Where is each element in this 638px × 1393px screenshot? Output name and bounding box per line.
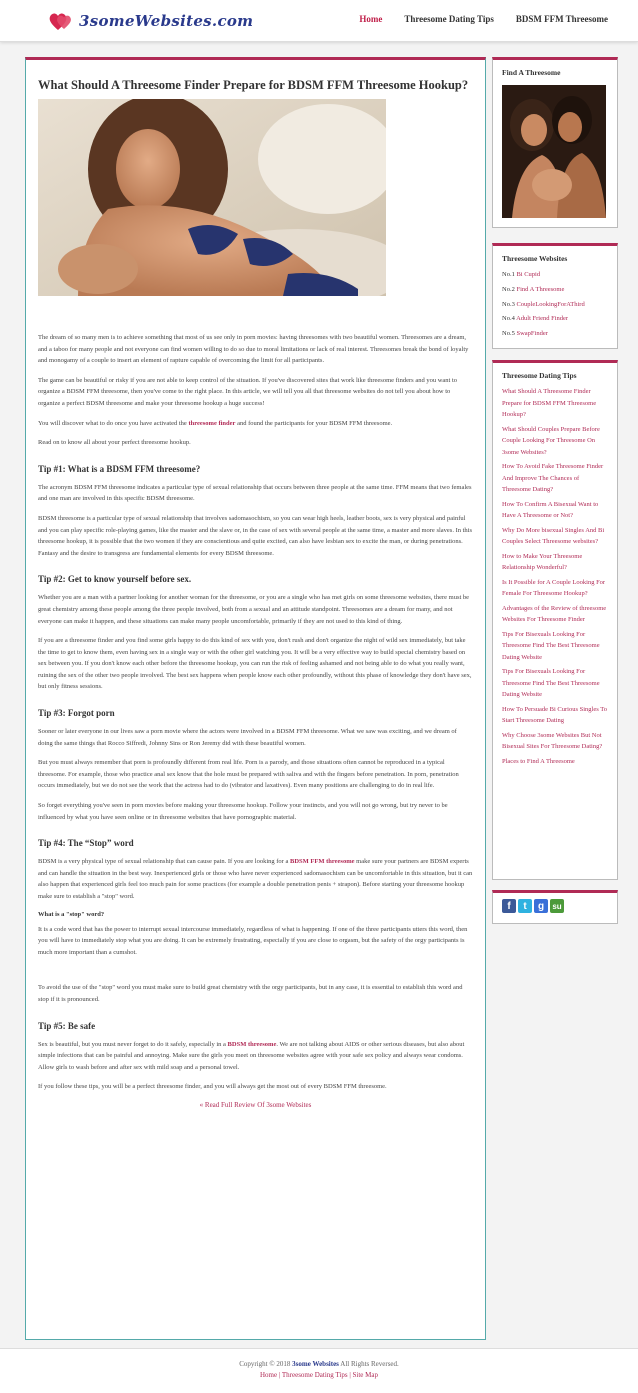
tip4-paragraph-1: BDSM is a very physical type of sexual relationship that can cause pain. If you are looking for a BDSM FFM threesome make sure your partners are BDSM experts and can handle the situation in the best way. Inexperienced girls or those who have never experienced sadomasochism can be uncomfortable in this situation, but it can also happen that experienced girls feel too much pain for some practices (for example a double penetration penis + strapon). Before starting your threesome hookup make sure to establish a "stop" word. <box>38 858 473 900</box>
tip5-heading: Tip #5: Be safe <box>38 1020 96 1031</box>
threesome-websites-widget <box>492 243 618 349</box>
find-threesome-image[interactable] <box>493 77 617 223</box>
tip1-heading: Tip #1: What is a BDSM FFM threesome? <box>38 463 201 474</box>
tip2-paragraph-2: If you are a threesome finder and you find some girls happy to do this kind of sex with you, don't rush and don't organize the night of wild sex immediately, but take the time to get to know them, even having sex in a single way or with the other girl watching you. It will be a very effective way to build special chemistry based on sex between you. If you don't know each other before the threesome hookup, you can run the risk of feeling ashamed and not being able to do what you really want, ruining the sex of the other two people involved. The best sex happens when people know each other profoundly, without this phase of knowledge they don't have sex, but only fitness sessions. <box>38 637 472 691</box>
tip-link[interactable]: How to Make Your Threesome Relationship Wonderful? <box>502 552 583 572</box>
site-header <box>0 0 638 42</box>
threesome-dating-tips-title: Threesome Dating Tips <box>502 371 577 380</box>
threesome-websites-list <box>493 263 617 349</box>
bdsm-ffm-threesome-link[interactable]: BDSM FFM threesome <box>290 858 355 866</box>
tip4-paragraph-2: It is a code word that has the power to interrupt sexual intercourse immediately, regardless of what is happening. If one of the three participants utters this word, then you will have to immediately stop what you are doing. It can be extremely frustrating, especially if you are close to orgasm, but the safety of the orgy participants is much more important than a cumshot. <box>38 925 468 956</box>
threesome-finder-link[interactable]: threesome finder <box>188 419 236 427</box>
social-icons <box>493 893 617 913</box>
tip3-paragraph-3: So forget everything you've seen in porn movies before making your threesome hookup. Follow your instincts, and you will not go wrong, but try never to be influenced by what you have seen online or in threesome websites that have pornographic material. <box>38 802 448 821</box>
stop-word-subheading: What is a "stop" word? <box>38 910 105 918</box>
tip1-paragraph-2: BDSM threesome is a particular type of sexual relationship that involves sadomasochism, so you can wear high heels, leather boots, sex is very physical and painful and you can play specific role-playing games, like the master and the slave or, in the case of sex with several people at the same time, a master and more slaves. In this threesome hookup, it is possible that the two women if they are conscientious and quite excited, can also have lesbian sex to excite the man, or during penetrations. Fantasy and the desire to transgress are fundamental elements for every BDSM threesome. <box>38 514 473 557</box>
site-footer <box>0 1348 638 1393</box>
article-box <box>25 57 486 1340</box>
twitter-icon[interactable]: t <box>518 899 532 913</box>
read-full-review-link[interactable]: « Read Full Review Of 3some Websites <box>199 1100 312 1109</box>
tip-link[interactable]: Advantages of the Review of threesome Websites For Threesome Finder <box>502 604 607 624</box>
hearts-logo-icon <box>48 10 76 32</box>
intro-paragraph-3: You will discover what to do once you have activated the threesome finder and found the participants for your BDSM FFM threesome. <box>38 419 393 427</box>
tip-link[interactable]: Tips For Bisexuals Looking For Threesome Find The Best Threesome Dating Website <box>502 668 600 699</box>
hero-image <box>38 99 386 296</box>
intro-paragraph-2: The game can be beautiful or risky if you are not able to keep control of the situation. If you've discovered sites that work like threesome finders and you want to organize a BDSM FFM threesome, then you've come to the right place. In this article, we will tell you all that threesome websites do not tell you about how to organize a perfect BDSM threesome and make your threesome hookup a huge success! <box>38 376 458 407</box>
threesome-websites-title: Threesome Websites <box>502 254 568 263</box>
footer-brand[interactable]: 3some Websites <box>292 1360 339 1368</box>
tip1-paragraph-1: The acronym BDSM FFM threesome indicates a particular type of sexual relationship that occurs between three people at the same time. FFM means that two females and one man are involved in this specific BDSM threesome. <box>38 483 472 503</box>
footer-link-home[interactable]: Home <box>259 1371 278 1379</box>
main-nav <box>359 14 608 24</box>
tip2-paragraph-1: Whether you are a man with a partner looking for another woman for the threesome, or you are a single who has met girls on some threesome websites, there must be great chemistry among these people among the three people involved, both from a sexual and an attitude standpoint. Threesomes are a dream for many, and not everyone can make it happen, and these situations can make many people uncomfortable, primarily if they are not used to this kind of thing. <box>38 594 470 625</box>
website-item[interactable]: No.3 CoupleLookingForAThird <box>502 300 585 308</box>
social-widget <box>492 890 618 924</box>
tip3-heading: Tip #3: Forgot porn <box>38 708 115 719</box>
website-item[interactable]: No.1 Bi Cupid <box>502 271 541 278</box>
tip-link[interactable]: Tips For Bisexuals Looking For Threesome Find The Best Threesome Dating Website <box>502 630 600 661</box>
tip3-paragraph-2: But you must always remember that porn is profoundly different from real life. Porn is a parody, and those situations often cannot be reproduced in a typical threesome. For example, those who practice anal sex know that the hole must be prepared with saliva and with the fingers before penetration. In porn, penetration occurs immediately, but we do not see the work that the actress had to do (vibrator and laxatives). Even many positions are challenging to do in real life. <box>38 759 459 790</box>
tip-link[interactable]: How To Confirm A Bisexual Want to Have A Threesome or Not? <box>502 500 599 520</box>
facebook-icon[interactable]: f <box>502 899 516 913</box>
tip-link[interactable]: How To Avoid Fake Threesome Finder And Improve The Chances of Threesome Dating? <box>502 463 604 494</box>
site-logo[interactable] <box>48 9 253 33</box>
stumbleupon-icon[interactable]: su <box>550 899 564 913</box>
tip-link[interactable]: Is It Possible for A Couple Looking For Female For Threesome Hookup? <box>502 578 606 598</box>
threesome-dating-tips-widget <box>492 360 618 880</box>
tip-link[interactable]: How To Persuade Bi Curious Singles To Start Threesome Dating <box>502 705 608 725</box>
google-plus-icon[interactable]: g <box>534 899 548 913</box>
find-threesome-widget <box>492 57 618 228</box>
footer-links: Home | Threesome Dating Tips | Site Map <box>259 1371 378 1379</box>
find-threesome-title: Find A Threesome <box>502 68 561 77</box>
footer-link-dating-tips[interactable]: Threesome Dating Tips <box>281 1371 348 1379</box>
website-item[interactable]: No.2 Find A Threesome <box>502 285 565 293</box>
tip-link[interactable]: Why Do More bisexual Singles And Bi Couples Select Threesome websites? <box>502 526 605 546</box>
tip5-paragraph-2: If you follow these tips, you will be a perfect threesome finder, and you will always get the most out of every BDSM FFM threesome. <box>38 1083 387 1091</box>
tip2-heading: Tip #2: Get to know yourself before sex. <box>38 574 192 585</box>
copyright-text: Copyright © 2018 3some Websites All Rights Reversed. <box>239 1360 399 1368</box>
footer-link-site-map[interactable]: Site Map <box>352 1371 378 1379</box>
nav-threesome-dating-tips[interactable]: Threesome Dating Tips <box>404 14 494 24</box>
tip-link[interactable]: What Should A Threesome Finder Prepare for BDSM FFM Threesome Hookup? <box>502 388 597 419</box>
intro-paragraph-1: The dream of so many men is to achieve something that most of us see only in porn movies: having threesomes with two beautiful women. Threesomes are a dream, and a taboo for many people and not everyone can find women willing to do so due to moral limitations or lack of real interest. Threesomes break the bond of loyalty and monogamy of a couple to insert an element of rapture capable of overcoming the limit for all participants. <box>38 334 469 365</box>
tip5-paragraph-1: Sex is beautiful, but you must never forget to do it safely, especially in a BDSM threesome. We are not talking about AIDS or other serious diseases, but also about simple infections that can be painful and annoying. Make sure the girls you meet on threesome websites agree with your safe sex policy and always wear condoms. Allow girls to wash before and after sex with mild soap and a personal towel. <box>38 1040 465 1071</box>
intro-paragraph-4: Read on to know all about your perfect threesome hookup. <box>38 439 191 447</box>
bdsm-threesome-link[interactable]: BDSM threesome <box>227 1040 277 1048</box>
nav-home[interactable]: Home <box>359 14 383 24</box>
article-title: What Should A Threesome Finder Prepare for BDSM FFM Threesome Hookup? <box>38 78 469 92</box>
nav-bdsm-ffm-threesome[interactable]: BDSM FFM Threesome <box>515 14 608 24</box>
tip-link[interactable]: Places to Find A Threesome <box>502 757 575 765</box>
tip3-paragraph-1: Sooner or later everyone in our lives saw a porn movie where the actors were involved in a BDSM FFM threesome. What we saw was exciting, and we dream of doing the same things that Rocco Siffredi, Johnny Sins or Ron Jeremy did with these beautiful women. <box>38 728 457 747</box>
tip4-paragraph-3: To avoid the use of the "stop" word you must make sure to build great chemistry with the orgy participants, but in any case, it is essential to establish this word and stop if it is pronounced. <box>38 984 463 1003</box>
logo-text: 3someWebsites.com <box>79 12 254 30</box>
tip-link[interactable]: What Should Couples Prepare Before Couple Looking For Threesome On 3some Websites? <box>502 425 600 456</box>
tip4-heading: Tip #4: The “Stop” word <box>38 838 134 849</box>
website-item[interactable]: No.5 SwapFinder <box>502 330 548 338</box>
dating-tips-list <box>493 380 617 776</box>
tip-link[interactable]: Why Choose 3some Websites But Not Bisexual Sites For Threesome Dating? <box>502 731 603 751</box>
website-item[interactable]: No.4 Adult Friend Finder <box>502 315 569 323</box>
